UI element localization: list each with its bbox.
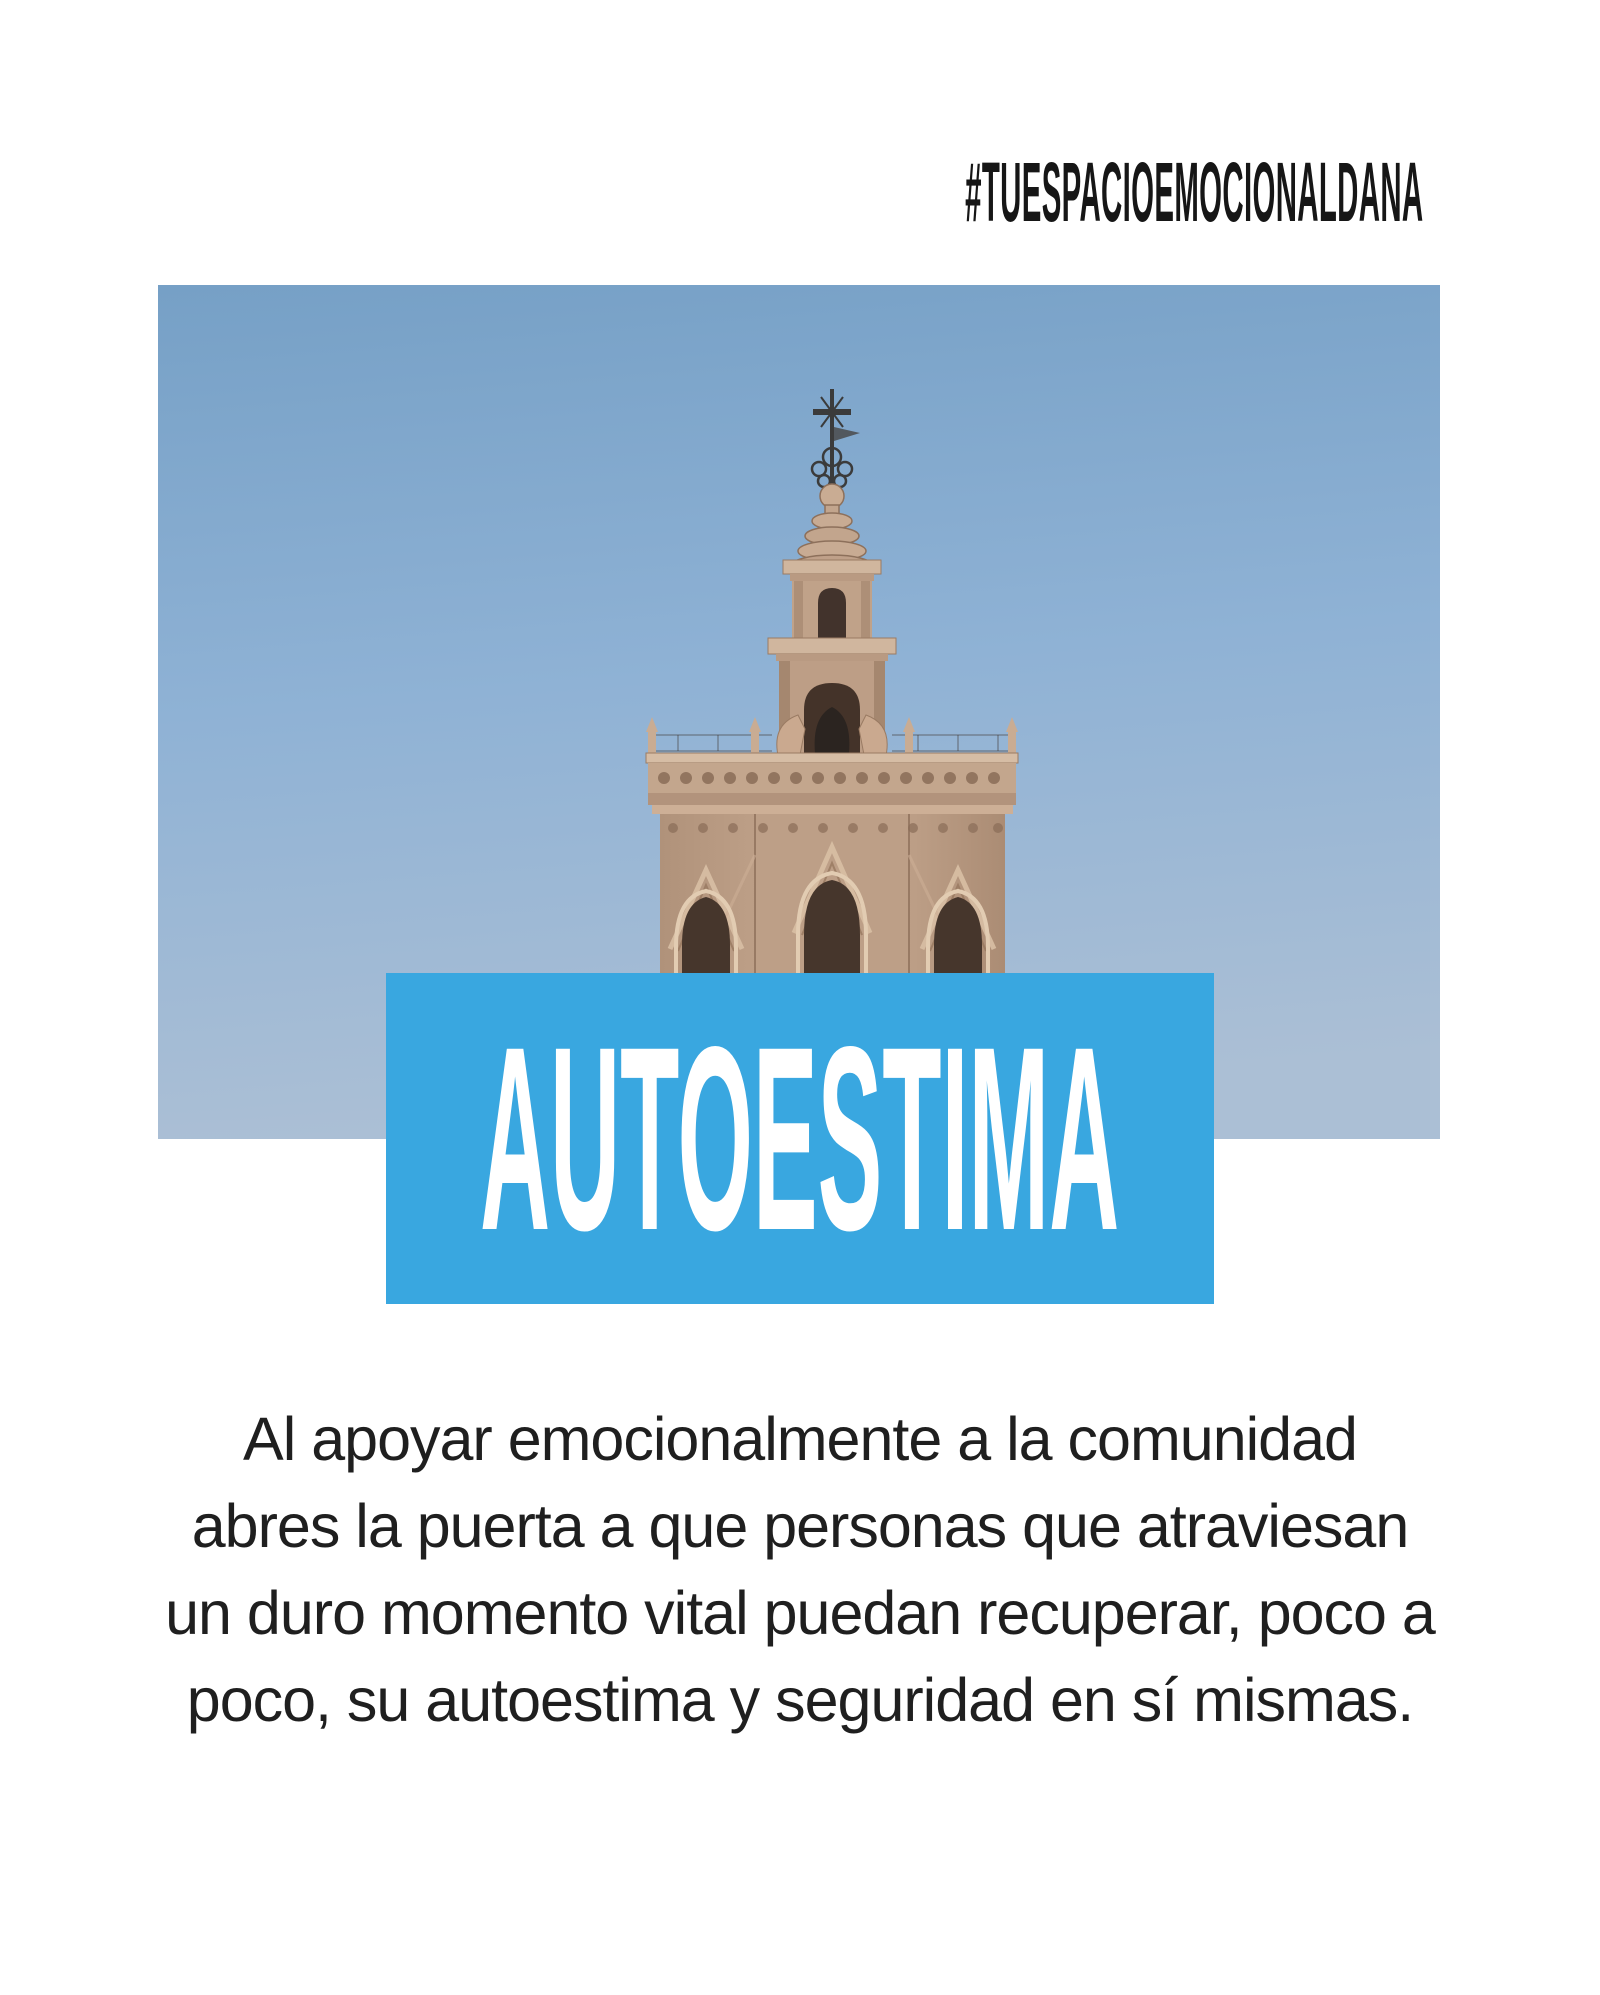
body-line: Al apoyar emocionalmente a la comunidad: [243, 1405, 1357, 1473]
lower-belfry: [768, 638, 896, 760]
body-text: [0, 1396, 1600, 1744]
poster-title: AUTOESTIMA: [480, 991, 1120, 1285]
hashtag: #TUESPACIOEMOCIONALDANA: [964, 145, 1423, 239]
body-line: poco, su autoestima y seguridad en sí mismas.: [186, 1666, 1414, 1734]
upper-belfry: [783, 560, 881, 638]
body-line: un duro momento vital puedan recuperar, poco a: [165, 1579, 1435, 1647]
body-line: abres la puerta a que personas que atraviesan: [191, 1492, 1409, 1560]
title-banner: [386, 973, 1214, 1304]
